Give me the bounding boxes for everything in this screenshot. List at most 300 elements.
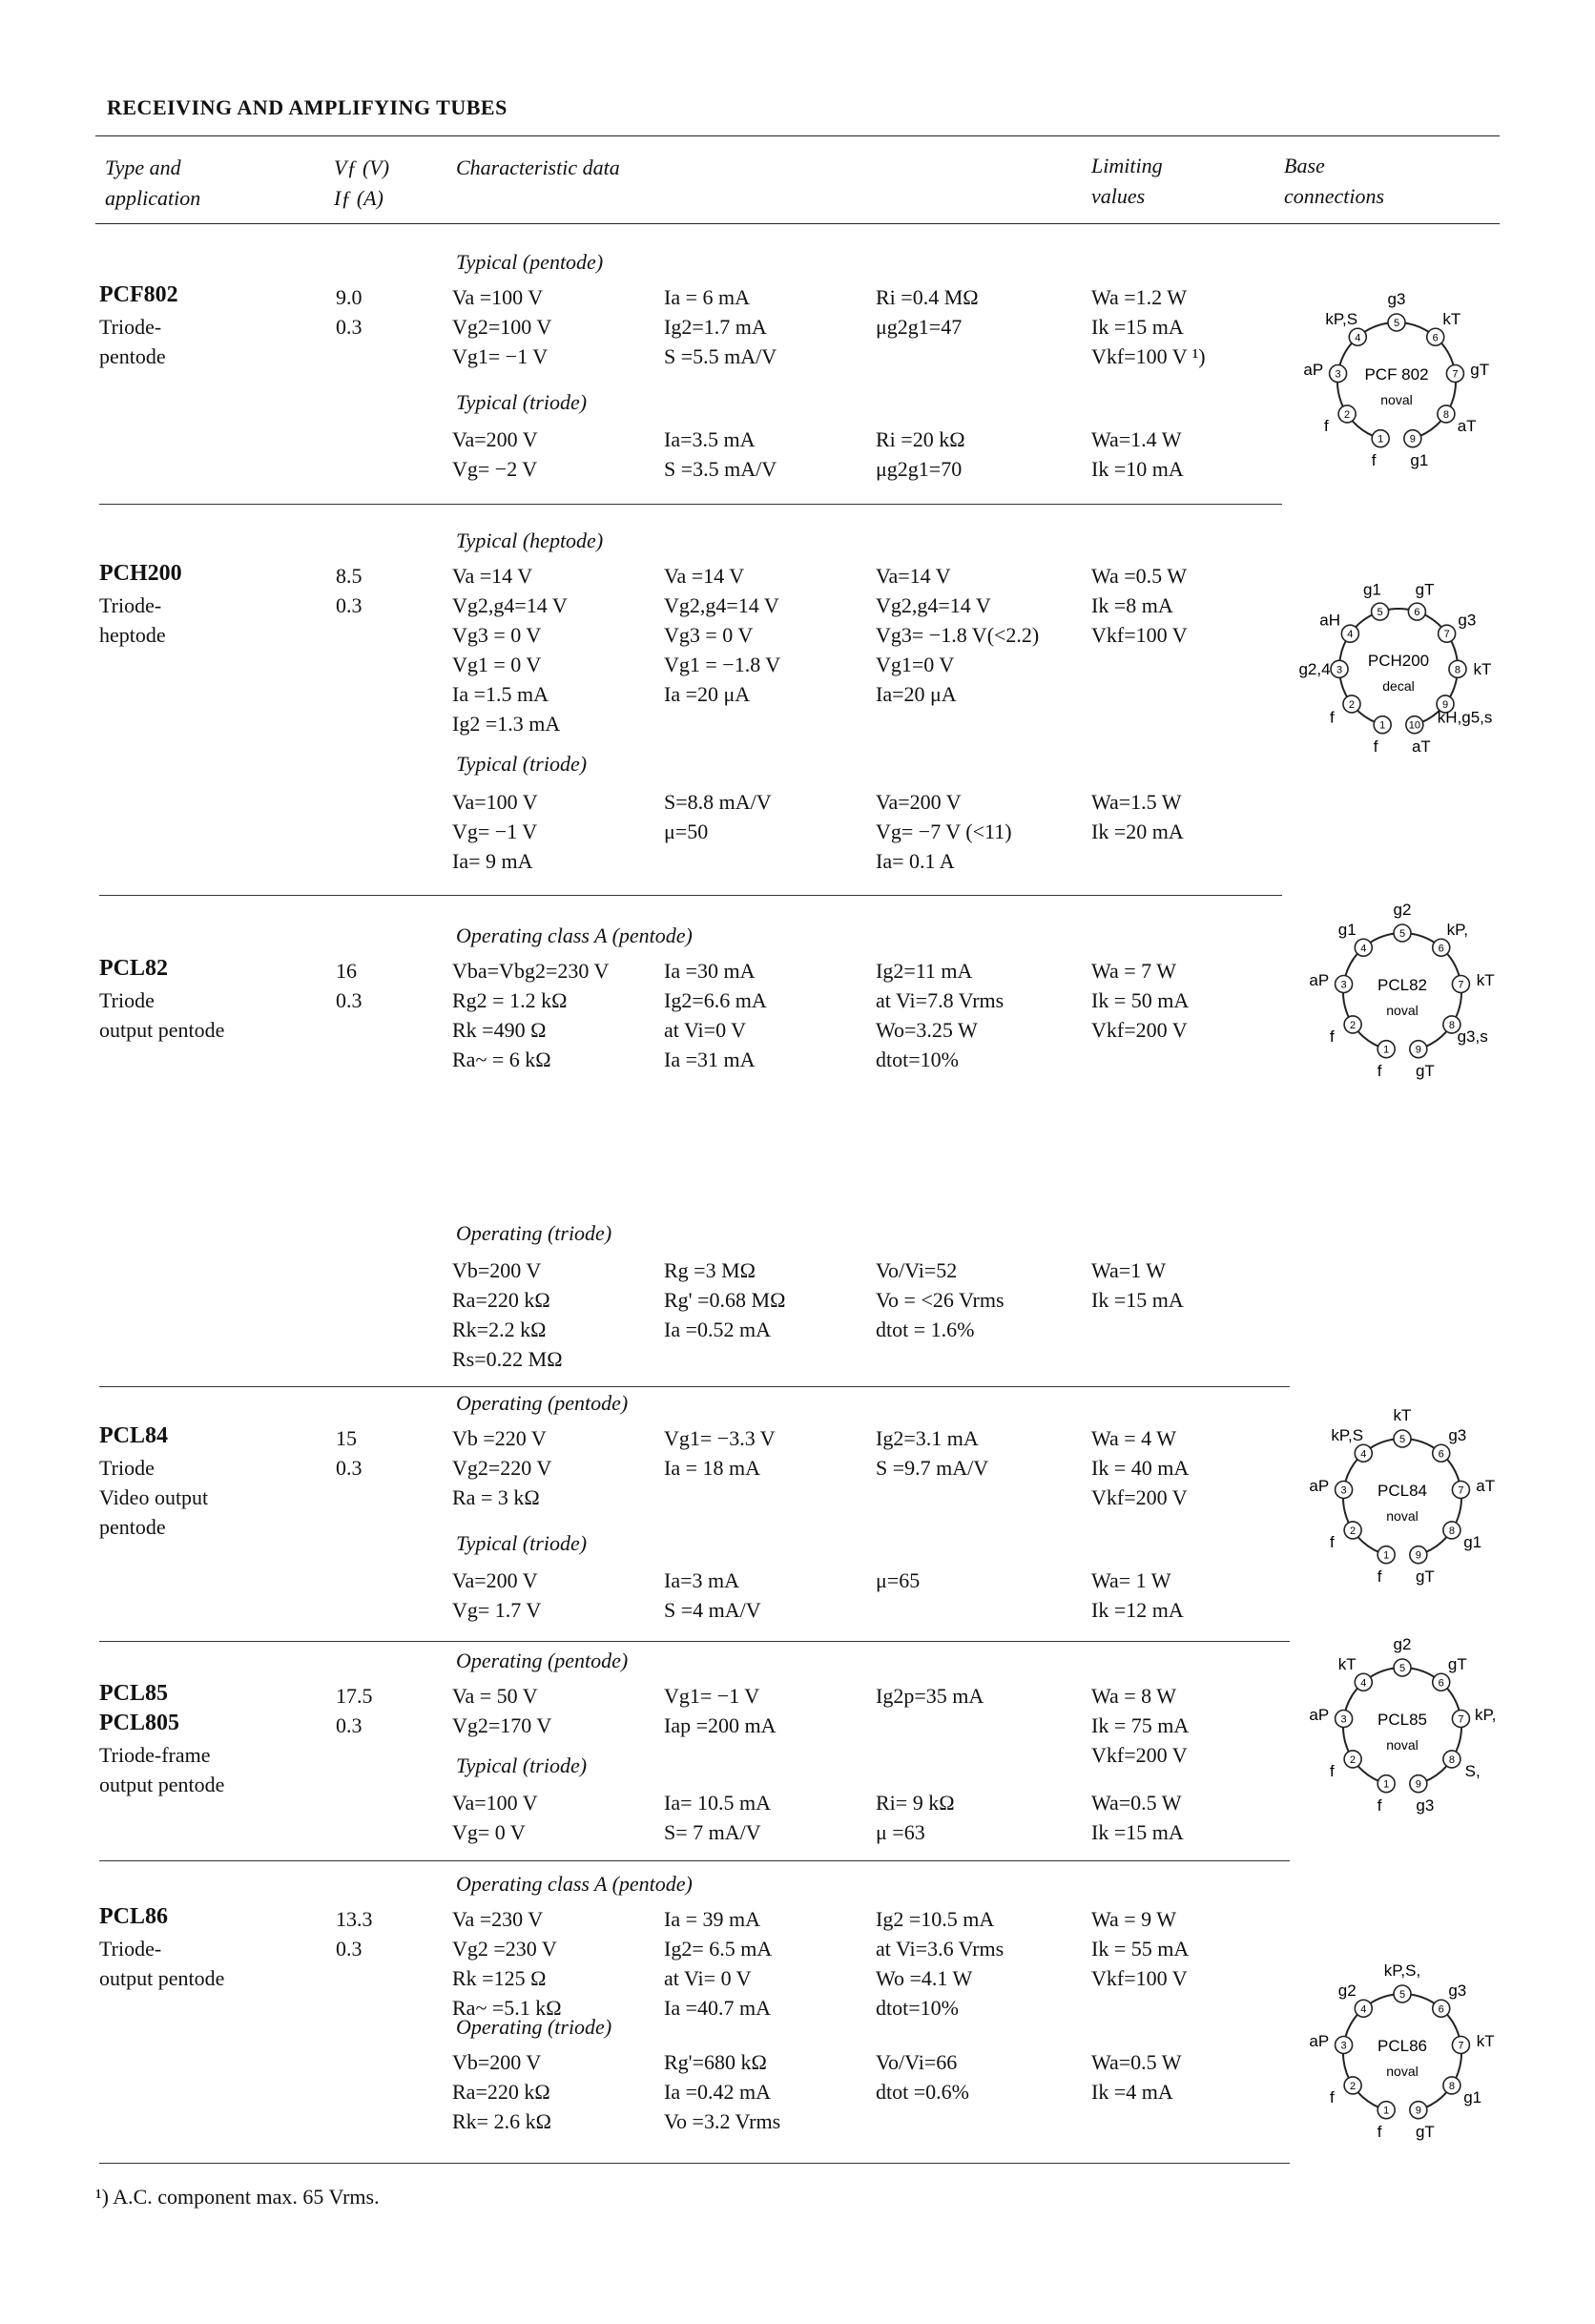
tube-application: heptode <box>99 623 166 647</box>
filament-current: 0.3 <box>336 315 362 339</box>
pin-label: f <box>1329 2088 1335 2107</box>
data-value: Ra = 3 kΩ <box>452 1485 540 1509</box>
filament-voltage: 13.3 <box>336 1907 373 1931</box>
data-value: Vg2,g4=14 V <box>452 593 568 617</box>
data-value: Vg2=170 V <box>452 1713 552 1737</box>
data-value: Vg3= −1.8 V(<2.2) <box>876 623 1040 647</box>
pin-label: kT <box>1337 1655 1357 1674</box>
data-value: μ=65 <box>876 1568 921 1592</box>
pin-number: 4 <box>1355 332 1361 344</box>
pin-label: f <box>1329 1762 1335 1781</box>
filament-current: 0.3 <box>336 988 362 1012</box>
pin-label: f <box>1377 1061 1382 1080</box>
pin-label: g1 <box>1362 580 1381 599</box>
pin-label: kT <box>1476 2032 1495 2051</box>
pin-number: 2 <box>1350 1019 1357 1031</box>
pin-number: 3 <box>1335 368 1341 381</box>
pin-number: 2 <box>1348 698 1356 711</box>
pin-number: 6 <box>1414 607 1420 619</box>
pin-number: 1 <box>1383 2105 1390 2117</box>
tube-application: Triode <box>99 1456 155 1480</box>
column-header-char: Characteristic data <box>456 156 620 179</box>
data-value: at Vi=3.6 Vrms <box>876 1937 1005 1961</box>
data-value: Wa = 8 W <box>1091 1684 1177 1708</box>
data-value: Ia =1.5 mA <box>452 682 549 706</box>
data-value: Wo =4.1 W <box>876 1966 973 1990</box>
pin-label: f <box>1377 1795 1382 1815</box>
pin-number: 5 <box>1398 1989 1406 2001</box>
pin-number: 1 <box>1383 1044 1390 1056</box>
data-value: Ig2 =10.5 mA <box>876 1907 995 1931</box>
row-separator <box>99 1641 1290 1642</box>
data-value: Vo =3.2 Vrms <box>664 2109 781 2133</box>
tube-name: PCL805 <box>99 1711 179 1735</box>
data-value: Ia = 18 mA <box>664 1456 760 1480</box>
pin-label: aP <box>1309 1477 1330 1496</box>
base-type: noval <box>1386 1737 1419 1753</box>
colhead-base-2: connections <box>1284 184 1385 208</box>
data-value: S =4 mA/V <box>664 1598 761 1622</box>
data-value: S =5.5 mA/V <box>664 344 777 368</box>
pin-label: kP,S, <box>1383 1961 1421 1980</box>
pin-label: aT <box>1457 417 1477 436</box>
colhead-vf-1: Vƒ (V) <box>334 156 390 179</box>
pin-number: 7 <box>1452 368 1459 381</box>
data-value: at Vi=7.8 Vrms <box>876 988 1005 1012</box>
data-value: Ra=220 kΩ <box>452 1288 550 1312</box>
pin-number: 1 <box>1379 719 1386 732</box>
data-value: Vg1= −1 V <box>664 1684 760 1708</box>
pin-label: gT <box>1447 1655 1467 1674</box>
pin-number: 9 <box>1415 1778 1421 1791</box>
pin-label: kP,S <box>1325 310 1358 329</box>
pin-label: f <box>1329 1533 1335 1552</box>
data-value: Vg2 =230 V <box>452 1937 557 1961</box>
section-title: Operating class A (pentode) <box>456 1872 693 1896</box>
data-value: Ik = 75 mA <box>1091 1713 1190 1737</box>
data-value: dtot=10% <box>876 1996 959 2020</box>
pin-label: kH,g5,s <box>1437 708 1493 727</box>
data-value: Ig2=11 mA <box>876 959 973 983</box>
data-value: Iap =200 mA <box>664 1713 777 1737</box>
tube-application: Triode <box>99 988 155 1012</box>
data-value: Vg= 1.7 V <box>452 1598 542 1622</box>
data-value: Va=200 V <box>452 427 538 451</box>
pin-number: 6 <box>1438 943 1444 955</box>
data-value: Vkf=100 V <box>1091 1966 1188 1990</box>
pin-label: g2,4 <box>1298 659 1331 678</box>
section-title: Operating (pentode) <box>456 1649 629 1672</box>
pin-number: 5 <box>1377 607 1383 619</box>
data-value: Va =100 V <box>452 285 544 309</box>
pin-label: kT <box>1476 971 1495 990</box>
pin-label: f <box>1330 708 1335 727</box>
tube-name: PCL86 <box>99 1904 168 1929</box>
pin-number: 10 <box>1408 719 1420 732</box>
data-value: Ri =0.4 MΩ <box>876 285 979 309</box>
data-value: Va =14 V <box>664 564 745 588</box>
tube-application: Triode-frame <box>99 1743 211 1767</box>
pin-label: aP <box>1309 971 1330 990</box>
pin-label: g3 <box>1448 1982 1467 2001</box>
pin-label: f <box>1377 1567 1382 1586</box>
data-value: Rg =3 MΩ <box>664 1258 756 1282</box>
pin-number: 1 <box>1378 433 1384 446</box>
pin-number: 9 <box>1415 2105 1421 2117</box>
data-value: at Vi= 0 V <box>664 1966 752 1990</box>
data-value: μg2g1=70 <box>876 457 963 481</box>
data-value: Wa =0.5 W <box>1091 564 1188 588</box>
column-header-vf <box>334 153 389 214</box>
data-value: Ik =4 mA <box>1091 2080 1173 2104</box>
section-title: Operating (pentode) <box>456 1391 629 1415</box>
data-value: Rk= 2.6 kΩ <box>452 2109 551 2133</box>
data-value: Vkf=200 V <box>1091 1743 1188 1767</box>
data-value: Wa=1.5 W <box>1091 790 1182 814</box>
row-separator <box>99 2163 1290 2164</box>
pin-number: 3 <box>1340 979 1347 991</box>
data-value: Ia = 6 mA <box>664 285 750 309</box>
data-value: Ig2= 6.5 mA <box>664 1937 773 1961</box>
pin-number: 9 <box>1409 433 1416 446</box>
colhead-limit-2: values <box>1091 184 1146 208</box>
data-value: Wa= 1 W <box>1091 1568 1171 1592</box>
pin-label: g3 <box>1448 1426 1467 1445</box>
data-value: S=8.8 mA/V <box>664 790 772 814</box>
data-value: Ig2 =1.3 mA <box>452 712 561 736</box>
data-value: μ=50 <box>664 820 709 843</box>
data-value: Vg1=0 V <box>876 653 955 676</box>
pin-number: 4 <box>1347 629 1354 641</box>
data-value: Vg1 = −1.8 V <box>664 653 781 676</box>
pin-label: g1 <box>1410 450 1429 469</box>
pin-label: kP, <box>1474 1706 1497 1725</box>
section-title: Typical (triode) <box>456 1531 588 1555</box>
data-value: Ia=3.5 mA <box>664 427 756 451</box>
data-value: dtot=10% <box>876 1048 959 1071</box>
base-type: noval <box>1386 2064 1419 2079</box>
pin-number: 8 <box>1448 1753 1455 1766</box>
data-value: Rg'=680 kΩ <box>664 2050 767 2074</box>
tube-application: pentode <box>99 344 166 368</box>
filament-current: 0.3 <box>336 1937 362 1961</box>
data-value: Wa = 4 W <box>1091 1426 1177 1450</box>
data-value: μg2g1=47 <box>876 315 963 339</box>
pin-label: aH <box>1319 611 1341 630</box>
base-connection-diagram <box>1297 897 1507 1088</box>
filament-current: 0.3 <box>336 1713 362 1737</box>
base-type: noval <box>1386 1003 1419 1018</box>
pin-number: 7 <box>1458 979 1464 991</box>
data-value: Ia =20 μA <box>664 682 751 706</box>
filament-voltage: 17.5 <box>336 1684 373 1708</box>
data-value: Vg= 0 V <box>452 1820 526 1844</box>
data-value: Ri= 9 kΩ <box>876 1791 955 1815</box>
filament-voltage: 16 <box>336 959 357 983</box>
tube-name: PCF802 <box>99 282 178 307</box>
data-value: Va =14 V <box>452 564 533 588</box>
pin-label: kT <box>1442 310 1461 329</box>
row-separator <box>99 1386 1290 1387</box>
tube-name: PCL82 <box>99 956 168 981</box>
pin-number: 5 <box>1398 1663 1406 1674</box>
data-value: Va=100 V <box>452 790 538 814</box>
pin-number: 7 <box>1458 2040 1464 2052</box>
data-value: Vo = <26 Vrms <box>876 1288 1005 1312</box>
data-value: Rk =125 Ω <box>452 1966 547 1990</box>
base-connection-diagram <box>1292 286 1502 477</box>
filament-voltage: 15 <box>336 1426 357 1450</box>
data-value: Va=14 V <box>876 564 951 588</box>
base-tube-name: PCL84 <box>1378 1482 1427 1500</box>
data-value: Vg2,g4=14 V <box>664 593 779 617</box>
pin-label: g2 <box>1393 1635 1412 1653</box>
pin-number: 5 <box>1393 318 1400 329</box>
section-title: Typical (heptode) <box>456 529 604 552</box>
data-value: Vkf=200 V <box>1091 1485 1188 1509</box>
pin-number: 8 <box>1448 1525 1455 1537</box>
data-value: Ig2p=35 mA <box>876 1684 984 1708</box>
section-title: Typical (pentode) <box>456 250 604 274</box>
pin-label: aT <box>1411 737 1431 756</box>
data-value: μ =63 <box>876 1820 925 1844</box>
data-value: at Vi=0 V <box>664 1018 747 1042</box>
pin-label: f <box>1323 417 1329 436</box>
section-title: Operating class A (pentode) <box>456 923 693 947</box>
data-value: S =3.5 mA/V <box>664 457 777 481</box>
pin-number: 7 <box>1443 629 1450 641</box>
data-value: Ik =20 mA <box>1091 820 1184 843</box>
pin-number: 3 <box>1340 1713 1347 1726</box>
pin-number: 6 <box>1432 332 1439 344</box>
pin-label: f <box>1329 1027 1335 1047</box>
pin-number: 1 <box>1383 1549 1390 1562</box>
base-connection-diagram <box>1297 1402 1507 1593</box>
pin-number: 7 <box>1458 1484 1464 1497</box>
filament-current: 0.3 <box>336 1456 362 1480</box>
base-tube-name: PCL85 <box>1378 1711 1427 1729</box>
pin-label: aP <box>1309 2032 1330 2051</box>
data-value: Va=200 V <box>452 1568 538 1592</box>
pin-label: aT <box>1476 1477 1496 1496</box>
data-value: dtot =0.6% <box>876 2080 969 2104</box>
data-value: Ik =15 mA <box>1091 1820 1184 1844</box>
filament-voltage: 9.0 <box>336 285 362 309</box>
pin-number: 3 <box>1340 2040 1347 2052</box>
pin-number: 9 <box>1415 1549 1421 1562</box>
base-type: decal <box>1382 678 1415 694</box>
pin-label: g3,s <box>1457 1027 1488 1047</box>
data-value: Vkf=100 V ¹) <box>1091 344 1206 368</box>
data-value: Ra=220 kΩ <box>452 2080 550 2104</box>
data-value: Rs=0.22 MΩ <box>452 1347 563 1371</box>
data-value: Wa=1 W <box>1091 1258 1167 1282</box>
section-title: Operating (triode) <box>456 2015 612 2039</box>
data-value: Va = 50 V <box>452 1684 538 1708</box>
data-value: Ig2=6.6 mA <box>664 988 767 1012</box>
data-value: Ik =8 mA <box>1091 593 1173 617</box>
page-title: RECEIVING AND AMPLIFYING TUBES <box>107 95 508 119</box>
pin-number: 8 <box>1448 1019 1455 1031</box>
pin-number: 6 <box>1438 1677 1444 1690</box>
pin-label: kP, <box>1446 921 1468 940</box>
data-value: Vo/Vi=66 <box>876 2050 958 2074</box>
data-value: Wa=0.5 W <box>1091 1791 1182 1815</box>
pin-label: g3 <box>1416 1795 1435 1815</box>
pin-label: f <box>1377 2122 1382 2141</box>
data-value: Va=100 V <box>452 1791 538 1815</box>
data-value: S =9.7 mA/V <box>876 1456 989 1480</box>
pin-number: 6 <box>1438 1448 1444 1461</box>
pin-label: g2 <box>1393 901 1412 919</box>
base-connection-diagram <box>1294 572 1503 763</box>
data-value: Vba=Vbg2=230 V <box>452 959 610 983</box>
pin-number: 8 <box>1448 2080 1455 2092</box>
pin-number: 9 <box>1441 698 1449 711</box>
data-value: S= 7 mA/V <box>664 1820 761 1844</box>
header-rule <box>95 223 1500 224</box>
section-title: Typical (triode) <box>456 1753 588 1777</box>
pin-number: 4 <box>1360 2003 1367 2016</box>
base-tube-name: PCL86 <box>1378 2037 1427 2055</box>
data-value: Vg1 = 0 V <box>452 653 542 676</box>
column-header-base <box>1284 151 1384 212</box>
data-value: Vg2,g4=14 V <box>876 593 991 617</box>
section-title: Typical (triode) <box>456 390 588 414</box>
pin-label: g2 <box>1337 1982 1357 2001</box>
data-value: Ik =15 mA <box>1091 315 1184 339</box>
pin-number: 4 <box>1360 943 1367 955</box>
section-title: Operating (triode) <box>456 1221 612 1245</box>
data-value: dtot = 1.6% <box>876 1318 975 1341</box>
row-separator <box>99 895 1282 896</box>
data-value: Vb =220 V <box>452 1426 547 1450</box>
data-value: Rg2 = 1.2 kΩ <box>452 988 568 1012</box>
data-value: Ia =30 mA <box>664 959 756 983</box>
data-value: Vg2=220 V <box>452 1456 552 1480</box>
data-value: Vg= −7 V (<11) <box>876 820 1012 843</box>
pin-label: g1 <box>1463 2088 1482 2107</box>
column-header-type <box>105 153 200 214</box>
data-value: Ia= 10.5 mA <box>664 1791 771 1815</box>
pin-number: 9 <box>1415 1044 1421 1056</box>
pin-number: 2 <box>1350 1525 1357 1537</box>
data-value: Rk =490 Ω <box>452 1018 547 1042</box>
data-value: Vg1= −3.3 V <box>664 1426 776 1450</box>
tube-application: output pentode <box>99 1966 225 1990</box>
pin-label: gT <box>1415 1061 1435 1080</box>
pin-number: 3 <box>1340 1484 1347 1497</box>
data-value: Ia = 39 mA <box>664 1907 760 1931</box>
data-value: Vg2=100 V <box>452 315 552 339</box>
tube-application: output pentode <box>99 1018 225 1042</box>
footnote: ¹) A.C. component max. 65 Vrms. <box>95 2185 380 2209</box>
pin-label: g3 <box>1458 611 1477 630</box>
data-value: Ri =20 kΩ <box>876 427 965 451</box>
base-tube-name: PCF 802 <box>1364 365 1429 384</box>
pin-number: 5 <box>1398 1434 1406 1445</box>
section-title: Typical (triode) <box>456 752 588 776</box>
tube-name: PCH200 <box>99 561 182 586</box>
filament-current: 0.3 <box>336 593 362 617</box>
data-value: Wa=0.5 W <box>1091 2050 1182 2074</box>
data-value: Ik = 40 mA <box>1091 1456 1190 1480</box>
pin-label: S, <box>1464 1762 1481 1781</box>
row-separator <box>99 1860 1290 1861</box>
tube-name: PCL85 <box>99 1681 168 1706</box>
pin-label: gT <box>1470 361 1490 380</box>
pin-label: f <box>1371 450 1377 469</box>
pin-label: aP <box>1303 361 1324 380</box>
pin-label: g1 <box>1463 1533 1482 1552</box>
pin-label: aP <box>1309 1706 1330 1725</box>
tube-name: PCL84 <box>99 1423 168 1448</box>
colhead-type-2: application <box>105 186 201 210</box>
base-connection-diagram <box>1297 1958 1507 2148</box>
data-value: Ik = 55 mA <box>1091 1937 1190 1961</box>
data-value: Ra~ = 6 kΩ <box>452 1048 551 1071</box>
pin-label: gT <box>1415 2122 1435 2141</box>
top-rule <box>95 135 1500 136</box>
pin-label: kP,S <box>1331 1426 1364 1445</box>
pin-number: 8 <box>1442 408 1449 421</box>
pin-number: 5 <box>1398 928 1406 940</box>
data-value: Ik =12 mA <box>1091 1598 1184 1622</box>
pin-number: 2 <box>1350 2080 1357 2092</box>
colhead-vf-2: Iƒ (A) <box>334 186 383 210</box>
data-value: Vb=200 V <box>452 1258 542 1282</box>
data-value: Ik = 50 mA <box>1091 988 1190 1012</box>
base-connection-diagram <box>1297 1631 1507 1822</box>
data-value: Vg3 = 0 V <box>664 623 754 647</box>
data-value: Ra~ =5.1 kΩ <box>452 1996 562 2020</box>
data-value: Ia=20 μA <box>876 682 957 706</box>
base-type: noval <box>1380 392 1413 407</box>
data-value: Wo=3.25 W <box>876 1018 978 1042</box>
row-separator <box>99 504 1282 505</box>
pin-number: 3 <box>1336 664 1343 676</box>
data-value: Ia =0.52 mA <box>664 1318 771 1341</box>
data-value: Va=200 V <box>876 790 962 814</box>
base-type: noval <box>1386 1508 1419 1524</box>
column-header-limit <box>1091 151 1163 212</box>
data-value: Ia= 9 mA <box>452 849 533 873</box>
tube-application: Triode- <box>99 593 162 617</box>
pin-number: 6 <box>1438 2003 1444 2016</box>
pin-number: 4 <box>1360 1677 1367 1690</box>
data-value: Wa=1.4 W <box>1091 427 1182 451</box>
colhead-type-1: Type and <box>105 156 181 179</box>
tube-application: pentode <box>99 1515 166 1539</box>
base-tube-name: PCH200 <box>1367 652 1430 670</box>
data-value: Vb=200 V <box>452 2050 542 2074</box>
data-value: Vg3 = 0 V <box>452 623 542 647</box>
base-tube-name: PCL82 <box>1378 976 1427 994</box>
data-value: Wa = 9 W <box>1091 1907 1177 1931</box>
data-value: Vg= −1 V <box>452 820 538 843</box>
data-value: Rg' =0.68 MΩ <box>664 1288 786 1312</box>
tube-application: Triode- <box>99 315 162 339</box>
data-value: Vkf=200 V <box>1091 1018 1188 1042</box>
data-value: Wa = 7 W <box>1091 959 1177 983</box>
data-value: Vg= −2 V <box>452 457 538 481</box>
data-value: Ik =10 mA <box>1091 457 1184 481</box>
tube-application: output pentode <box>99 1773 225 1796</box>
data-value: Ia =40.7 mA <box>664 1996 771 2020</box>
colhead-limit-1: Limiting <box>1091 154 1163 177</box>
data-value: Vkf=100 V <box>1091 623 1188 647</box>
pin-number: 2 <box>1344 408 1351 421</box>
